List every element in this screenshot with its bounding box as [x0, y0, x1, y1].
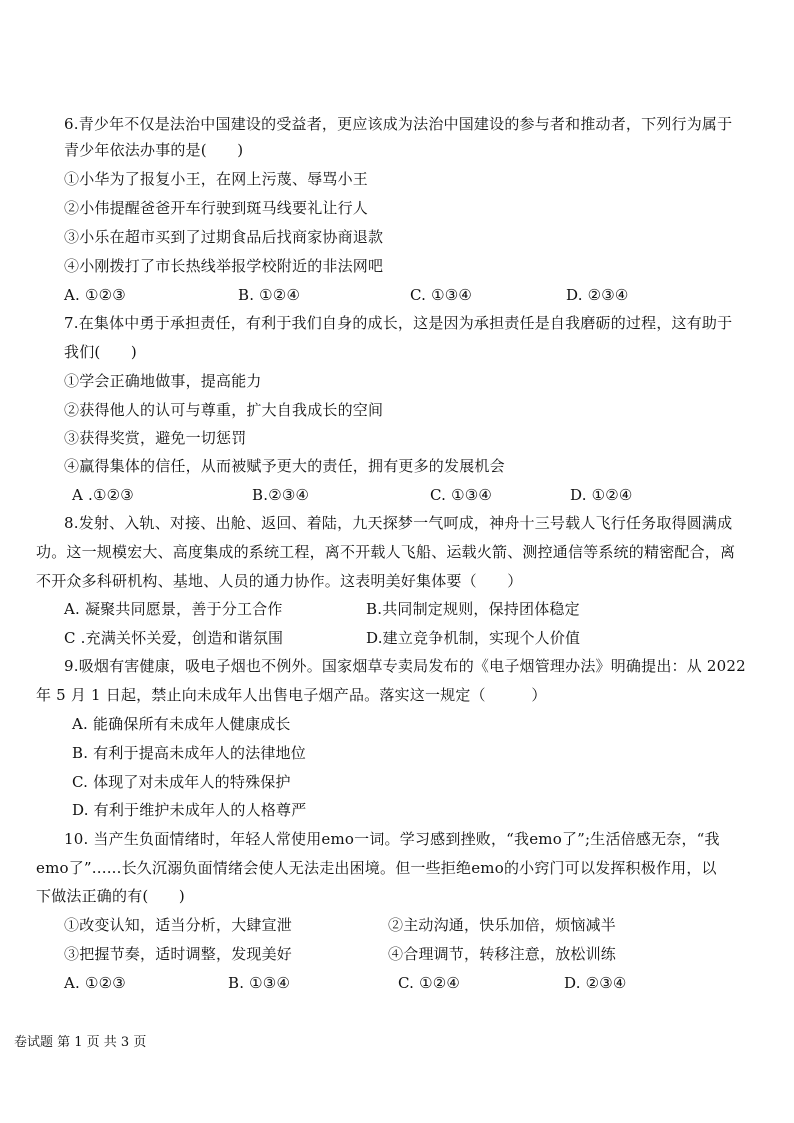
q9-option-a: A. 能确保所有未成年人健康成长	[72, 715, 291, 733]
q6-statement-4: ④小刚拨打了市长热线举报学校附近的非法网吧	[64, 257, 384, 275]
q8-option-a: A. 凝聚共同愿景，善于分工合作	[64, 600, 283, 618]
q10-statement-1: ①改变认知，适当分析，大肆宣泄	[64, 916, 293, 934]
q6-statement-1: ①小华为了报复小王，在网上污蔑、辱骂小王	[64, 170, 369, 188]
q7-statement-3: ③获得奖赏，避免一切惩罚	[64, 429, 247, 447]
q6-statement-2: ②小伟提醒爸爸开车行驶到斑马线要礼让行人	[64, 199, 369, 217]
q8-option-d: D.建立竞争机制，实现个人价值	[366, 629, 581, 647]
q10-stem-line-2: emo了”......长久沉溺负面情绪会使人无法走出困境。但一些拒绝emo的小窍门可以发挥积极作用，以	[36, 859, 717, 877]
q9-option-d: D. 有利于维护未成年人的人格尊严	[72, 801, 307, 819]
q10-option-c: C. ①②④	[398, 974, 461, 992]
q10-statement-2: ②主动沟通，快乐加倍，烦恼减半	[388, 916, 617, 934]
q8-stem-line-2: 功。这一规模宏大、高度集成的系统工程，离不开载人飞船、运载火箭、测控通信等系统的精密配合，离	[36, 543, 736, 561]
q6-statement-3: ③小乐在超市买到了过期食品后找商家协商退款	[64, 228, 384, 246]
q8-stem-line-3: 不开众多科研机构、基地、人员的通力协作。这表明美好集体要（ ）	[36, 572, 523, 590]
q6-option-a: A. ①②③	[64, 286, 126, 304]
q10-option-d: D. ②③④	[564, 974, 627, 992]
q10-stem-line-3: 下做法正确的有( )	[36, 887, 185, 905]
q7-option-a: A .①②③	[72, 486, 134, 504]
q6-option-d: D. ②③④	[566, 286, 629, 304]
q10-statement-4: ④合理调节，转移注意，放松训练	[388, 945, 617, 963]
q6-option-b: B. ①②④	[238, 286, 301, 304]
q9-stem-line-1: 9.吸烟有害健康，吸电子烟也不例外。国家烟草专卖局发布的《电子烟管理办法》明确提出：从 2022	[64, 657, 746, 675]
q7-option-b: B.②③④	[252, 486, 310, 504]
q8-option-c: C .充满关怀关爱，创造和谐氛围	[64, 629, 284, 647]
q8-stem-line-1: 8.发射、入轨、对接、出舱、返回、着陆，九天探梦一气呵成，神舟十三号载人飞行任务取得圆满成	[64, 514, 733, 532]
q9-option-b: B. 有利于提高未成年人的法律地位	[72, 744, 306, 762]
q10-stem-line-1: 10. 当产生负面情绪时，年轻人常使用emo一词。学习感到挫败，“我emo了”;生活倍感无奈，“我	[64, 830, 720, 848]
q10-option-b: B. ①③④	[228, 974, 291, 992]
q7-option-c: C. ①③④	[430, 486, 493, 504]
q9-stem-line-2: 年 5 月 1 日起，禁止向未成年人出售电子烟产品。落实这一规定（ ）	[36, 686, 547, 704]
q6-stem-line-1: 6.青少年不仅是法治中国建设的受益者，更应该成为法治中国建设的参与者和推动者，下列行为属于	[64, 115, 733, 133]
q6-stem-line-2: 青少年依法办事的是( )	[64, 141, 244, 159]
q9-option-c: C. 体现了对未成年人的特殊保护	[72, 773, 291, 791]
q7-statement-1: ①学会正确地做事，提高能力	[64, 372, 262, 390]
q10-statement-3: ③把握节奏，适时调整，发现美好	[64, 945, 293, 963]
q7-stem-line-2: 我们( )	[64, 343, 137, 361]
q7-option-d: D. ①②④	[570, 486, 633, 504]
page-footer: 卷试题 第 1 页 共 3 页	[14, 1035, 147, 1050]
q10-option-a: A. ①②③	[64, 974, 126, 992]
q7-stem-line-1: 7.在集体中勇于承担责任，有利于我们自身的成长，这是因为承担责任是自我磨砺的过程，这有助于	[64, 314, 733, 332]
q8-option-b: B.共同制定规则，保持团体稳定	[366, 600, 580, 618]
q7-statement-2: ②获得他人的认可与尊重，扩大自我成长的空间	[64, 401, 384, 419]
q6-option-c: C. ①③④	[410, 286, 473, 304]
q7-statement-4: ④赢得集体的信任，从而被赋予更大的责任，拥有更多的发展机会	[64, 457, 505, 475]
